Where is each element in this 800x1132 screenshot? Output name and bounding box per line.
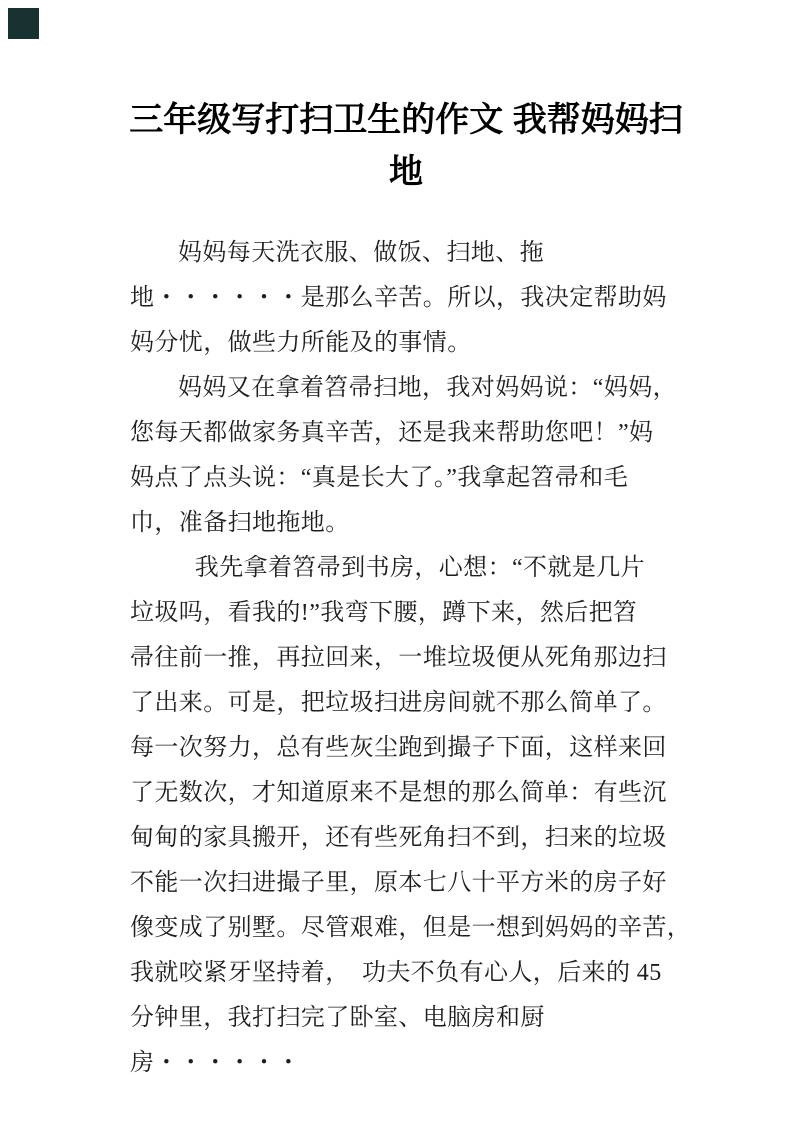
text-line: 妈妈每天洗衣服、做饭、扫地、拖 (178, 240, 544, 266)
text-line: 地・・・・・・是那么辛苦。所以，我决定帮助妈 (130, 285, 667, 311)
paragraph (130, 366, 692, 546)
text-line: 像变成了别墅。尽管艰难，但是一想到妈妈的辛苦， (130, 915, 692, 941)
title-line: 地 (389, 153, 423, 191)
text-line: 不能一次扫进撮子里，原本七八十平方米的房子好 (130, 870, 667, 896)
text-line: 垃圾吗，看我的!”我弯下腰，蹲下来，然后把笤 (130, 600, 638, 626)
corner-logo-block (8, 8, 39, 39)
text-line: 了出来。可是，把垃圾扫进房间就不那么简单了。 (130, 690, 667, 716)
text-line: 了无数次，才知道原来不是想的那么简单：有些沉 (130, 780, 667, 806)
text-line: 我就咬紧牙坚持着， 功夫不负有心人，后来的 45 (130, 960, 662, 986)
text-line: 我先拿着笤帚到书房，心想：“不就是几片 (194, 555, 646, 581)
text-line: 帚往前一推，再拉回来，一堆垃圾便从死角那边扫 (130, 645, 667, 671)
text-line: 分钟里，我打扫完了卧室、电脑房和厨 (130, 1005, 545, 1031)
text-line: 每一次努力，总有些灰尘跑到撮子下面，这样来回 (130, 735, 667, 761)
text-line: 妈妈又在拿着笤帚扫地，我对妈妈说：“妈妈， (178, 375, 678, 401)
essay-body (130, 231, 692, 1086)
text-line: 您每天都做家务真辛苦，还是我来帮助您吧！”妈 (130, 420, 654, 446)
text-line: 房・・・・・・ (130, 1050, 301, 1076)
text-line: 巾，准备扫地拖地。 (130, 510, 350, 536)
text-line: 甸甸的家具搬开，还有些死角扫不到，扫来的垃圾 (130, 825, 667, 851)
paragraph (130, 231, 692, 366)
title-line: 三年级写打扫卫生的作文 我帮妈妈扫 (129, 101, 683, 139)
text-line: 妈点了点头说：“真是长大了。”我拿起笤帚和毛 (130, 465, 629, 491)
essay-title (100, 94, 712, 198)
text-line: 妈分忧，做些力所能及的事情。 (130, 330, 472, 356)
paragraph (130, 546, 692, 1086)
